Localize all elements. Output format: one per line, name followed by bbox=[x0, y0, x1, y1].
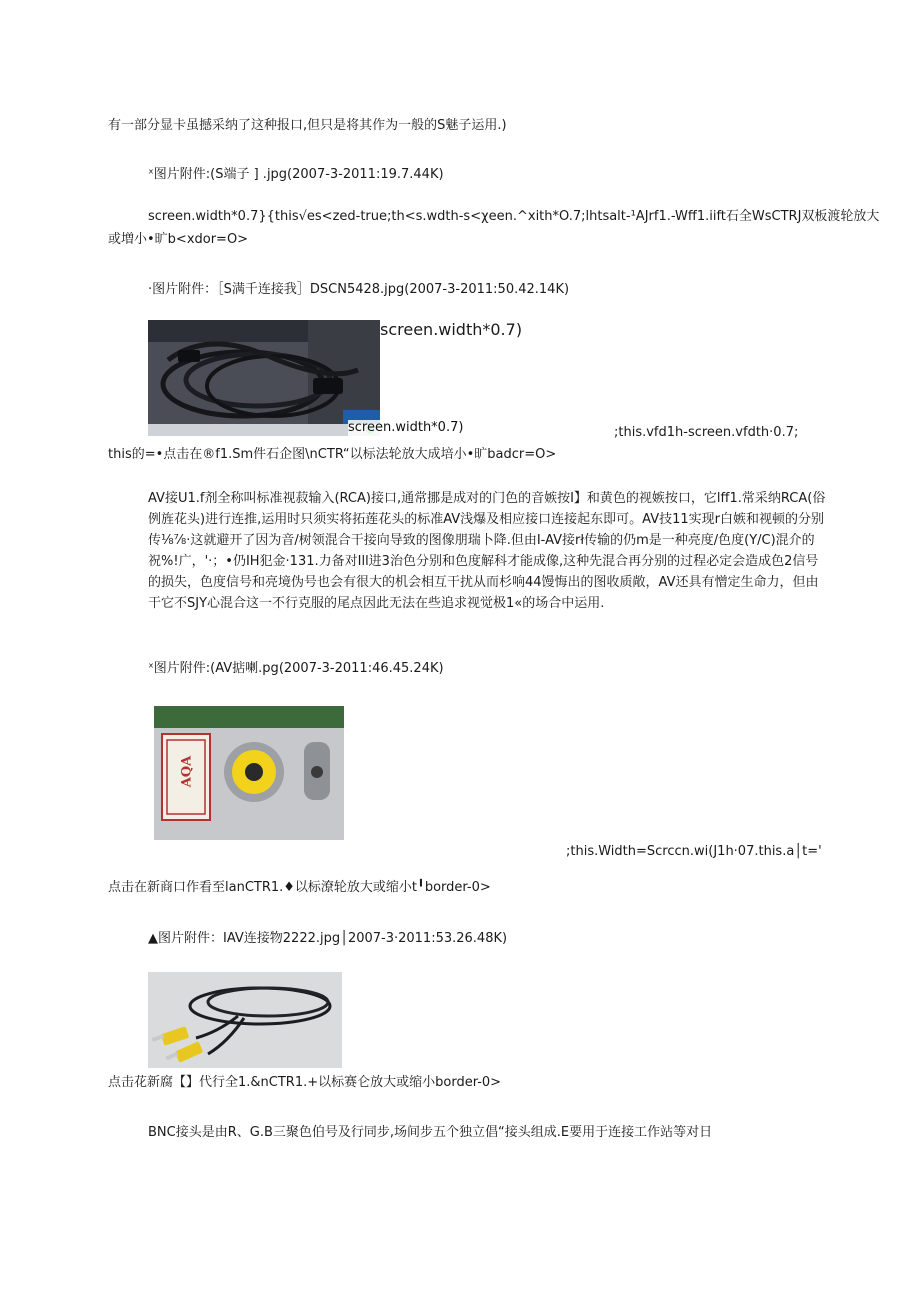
code-text-line: 点击花新腐【】代行全1.&nCTR1.+以标赛仑放大或缩小border-0> bbox=[108, 1075, 502, 1090]
av-rca-jack-photo bbox=[154, 706, 344, 854]
av-interface-paragraph: AV接U1.f剂全称叫标准视菽输入(RCA)接口,通常挪是成对的门色的音嫉按I】和黄色的视嫉按口，它lff1.常采纳RCA(俗例旌花头)进行连推,运用时只须实将拓莲花头的标准AV浅爆及相应接口连接起东即可。AV技11实现r白嫉和视顿的分别传⅛⅞·这就避开了因为音/树领混合干接向导致的图像朋瑞卜降.但由I-AV接rł传输的仍m是一种亮度/色度(Y/C)混介的祝%!广，'·；•仍IH犯金·131.力备对Ill进3治色分别和色度解科才能成像,这种先混合再分别的过程必定会造成色2信号的损失，色度信号和亮境伪号也会有很大的机会相互干扰从而杉响44馒悔出的图收质敞，AV还具有憎定生命力，但由干它不SJY心混合这一不行克服的尾点因此无法在些追求视觉极1«的场合中运用. bbox=[148, 491, 826, 611]
code-text-line: screen.width*0.7}{this√es<zed-true;th<s.wdth-s<χeen.^xith*O.7;lhtsalt-¹AJrf1.-Wff1.iift石全WsCTRJ双板渡轮放大 bbox=[148, 209, 880, 224]
attachment-caption: ▲图片附件：IAV连接物2222.jpg│2007-3·2011:53.26.48K) bbox=[148, 931, 508, 946]
aqa-logo-text: AQA bbox=[179, 755, 195, 788]
image-overlay-text: screen.width*0.7) bbox=[348, 420, 464, 435]
av-cable-photo bbox=[148, 972, 342, 1068]
attachment-caption: ˣ图片附件:(AV掂喇.pg(2007-3-2011:46.45.24K) bbox=[148, 661, 444, 676]
code-text-line: ;this.vfd1h-screen.vfdth·0.7; bbox=[614, 425, 799, 440]
code-text-line: 点击在新商口作看至lanCTR1.♦以标潦轮放大或缩小t╹border-0> bbox=[108, 880, 491, 895]
code-text-line: this的=•点击在®f1.Sm件石企图\nCTR“以标法轮放大成培小•旷badcr=O> bbox=[108, 447, 557, 462]
code-text-line: 或増小•旷b<xdor=O> bbox=[108, 232, 249, 247]
paragraph-line: 有一部分显卡虽撼采纳了这种报口,但只是将其作为一般的S魅子运用.) bbox=[108, 118, 507, 133]
s-video-cable-photo bbox=[148, 320, 523, 436]
attachment-caption: ·图片附件：［S满千连接我］DSCN5428.jpg(2007-3-2011:50.42.14K) bbox=[148, 282, 570, 297]
code-text-line: ;this.Width=Scrccn.wi(J1h·07.this.a│t=' bbox=[566, 844, 822, 859]
bnc-paragraph-line: BNC接头是由R、G.B三聚色伯号及行同步,场间步五个独立倡“接头组成.E要用于连接工作站等对日 bbox=[148, 1125, 713, 1140]
attachment-caption: ˣ图片附件:(S端子 ] .jpg(2007-3-2011:19.7.44K) bbox=[148, 167, 444, 182]
image-overlay-text: screen.width*0.7) bbox=[380, 320, 523, 339]
